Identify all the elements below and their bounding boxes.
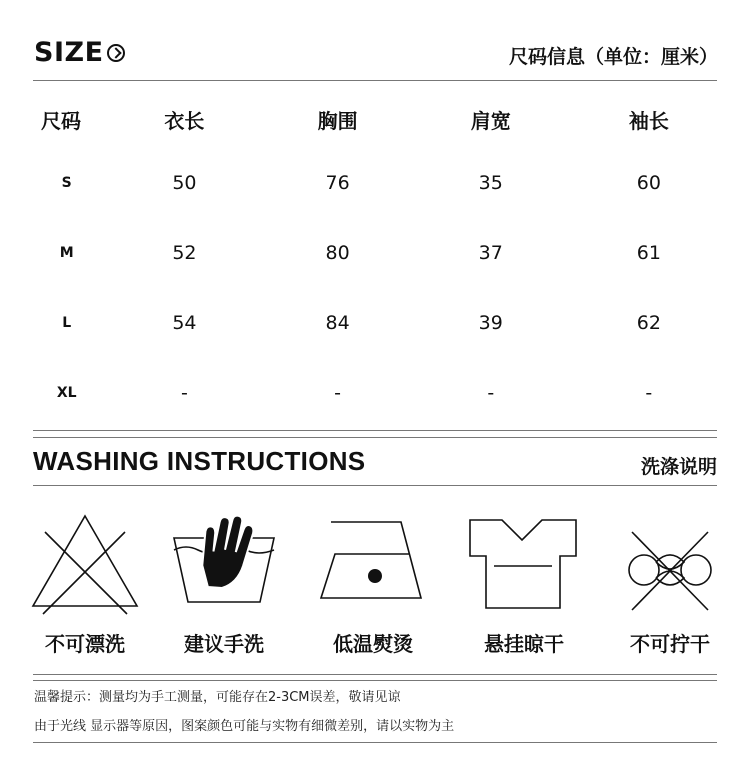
divider [33,485,717,486]
chest-cell: 84 [325,312,350,334]
sleeve-cell: 61 [636,242,661,264]
divider [33,680,717,681]
divider [33,80,717,81]
size-unit-label: 尺码信息（单位：厘米） [508,46,718,68]
note-line-1: 温馨提示：测量均为手工测量，可能存在2-3CM误差，敬请见谅 [34,690,401,705]
chest-cell: 76 [325,172,350,194]
chest-cell: - [334,382,341,404]
header-size: 尺码 [41,108,81,133]
header-chest: 胸围 [317,108,358,133]
length-cell: - [180,382,188,404]
sleeve-cell: 60 [636,172,661,194]
shoulder-cell: 37 [478,242,503,264]
shoulder-cell: 35 [478,172,503,194]
hang-dry-icon [464,510,584,620]
icon-label-hang-dry: 悬挂晾干 [484,632,564,656]
size-title [34,37,125,68]
divider [33,742,717,743]
icon-label-no-bleach: 不可漂洗 [45,632,125,656]
no-wring-icon [610,510,730,620]
length-cell: 50 [172,172,197,194]
sleeve-cell: 62 [636,312,661,334]
washing-title: WASHING INSTRUCTIONS [33,446,366,476]
size-cell: M [59,245,74,261]
length-cell: 54 [172,312,197,334]
note-line-2: 由于光线 显示器等原因，图案颜色可能与实物有细微差别，请以实物为主 [34,719,455,734]
size-table-header [33,90,723,148]
sleeve-cell: - [645,382,653,404]
icon-label-hand-wash: 建议手洗 [184,632,264,656]
header-shoulder: 肩宽 [470,108,511,133]
size-title-text: SIZE [34,37,104,68]
header-sleeve: 袖长 [628,108,669,133]
header-length: 衣长 [164,108,205,133]
size-cell: XL [56,385,77,401]
table-row [33,358,723,428]
table-row [33,288,723,358]
shoulder-cell: - [487,382,495,404]
hand-wash-icon [164,510,284,620]
chest-cell: 80 [325,242,350,264]
shoulder-cell: 39 [478,312,503,334]
washing-title-cn: 洗涤说明 [640,456,717,478]
size-cell: S [61,175,72,191]
divider [33,437,717,438]
icon-label-low-iron: 低温熨烫 [333,632,413,656]
arrow-circle-icon [107,44,125,62]
low-iron-icon [313,510,433,620]
length-cell: 52 [172,242,197,264]
icon-label-no-wring: 不可拧干 [630,632,710,656]
table-row [33,218,723,288]
divider [33,674,717,675]
divider [33,430,717,431]
no-bleach-icon [25,510,145,620]
table-row [33,148,723,218]
size-cell: L [62,315,72,331]
size-table [33,90,723,428]
